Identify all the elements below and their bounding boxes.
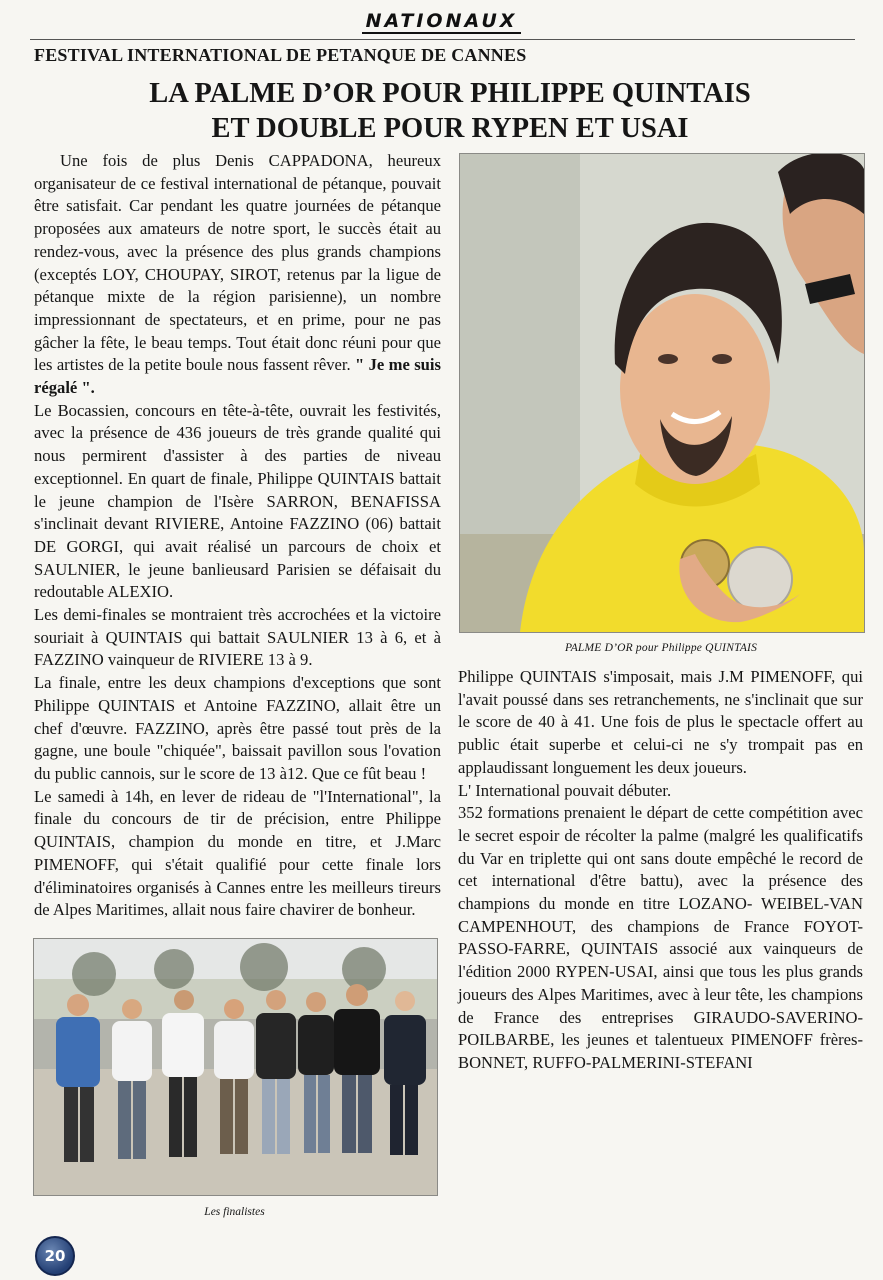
paragraph-international-start: L' International pouvait débuter. — [458, 780, 672, 800]
header-divider — [30, 39, 855, 40]
paragraph-shooting-final-continued: Philippe QUINTAIS s'imposait, mais J.M PIMENOFF, qui l'avait poussé dans ses retranchements, ne s'inclinait que sur le score de 40 à 41. Une fois de plus le spectacle offert au public était superbe et celui-ci ne s'y trompait pas en applaudissant longuement les deux joueurs. — [458, 667, 863, 777]
article-kicker: FESTIVAL INTERNATIONAL DE PETANQUE DE CANNES — [34, 45, 527, 65]
paragraph-intro: Une fois de plus Denis CAPPADONA, heureux organisateur de ce festival international de pétanque, pouvait être satisfait. Car pendant les quatre journées de pétanque proposées aux amateurs de notre sport, le succès était au rendez-vous, avec la présence des plus grands champions (exceptés LOY, CHOUPAY, SIROT, retenus par la ligue de pétanque mixte de la région parisienne), un nombre impressionnant de spectateurs, et en prime, pour ne pas gâcher la fête, le beau temps. Tout était donc réuni pour que les artistes de la petite boule nous fassent rêver. " Je me suis régalé ". — [34, 151, 441, 398]
paragraph-semifinals: Les demi-finales se montraient très accrochées et la victoire souriait à QUINTAIS qui battait SAULNIER 13 à 6, et à FAZZINO vainqueur de RIVIERE 13 à 9. — [34, 605, 441, 670]
headline-line-1: LA PALME D’OR POUR PHILIPPE QUINTAIS — [149, 78, 751, 109]
paragraph-final: La finale, entre les deux champions d'exceptions que sont Philippe QUINTAIS et Antoine FAZZINO, allait être un chef d'œuvre. FAZZINO, après être passé tout près de la gagne, une boule "chiquée", baissait pavillon sous l'ovation du public cannois, sur le score de 13 à12. Que ce fût beau ! — [34, 673, 441, 783]
paragraph-shooting-final: Le samedi à 14h, en lever de rideau de "l'International", la finale du concours de tir de précision, entre Philippe QUINTAIS, champion du monde en titre, et J.Marc PIMENOFF, qui s'était qualifié pour cette finale lors d'éliminatoires organisés à Cannes entre les meilleurs tireurs de Alpes Maritimes, allait nous faire chavirer de bonheur. — [34, 786, 441, 920]
winner-photo-illustration — [460, 154, 864, 632]
headline-line-2: ET DOUBLE POUR RYPEN ET USAI — [211, 113, 689, 144]
article-headline — [40, 76, 860, 146]
article-column-left — [34, 150, 441, 922]
paragraph-bocassien: Le Bocassien, concours en tête-à-tête, ouvrait les festivités, avec la présence de 436 joueurs de très grande qualité qui nous permirent d'assister à des parties de niveau exceptionnel. En quart de finale, Philippe QUINTAIS battait le jeune champion de l'Isère SARRON, BENAFISSA s'inclinait devant RIVIERE, Antoine FAZZINO (06) battait DE GORGI, qui avait réalisé un parcours de choix et SAULNIER, le jeune banlieusard Parisien se défaisait du redoutable ALEXIO. — [34, 400, 441, 602]
section-label-text: NATIONAUX — [362, 10, 522, 34]
page-number-badge: 20 — [35, 1236, 75, 1276]
finalists-photo-illustration — [34, 939, 437, 1195]
paragraph-international: 352 formations prenaient le départ de cette compétition avec le secret espoir de récolter la palme (malgré les qualificatifs du Var en triplette qui ont sans doute empêché le record de cet international d'être battu), avec la présence des champions du monde en titre LOZANO- WEIBEL-VAN CAMPENHOUT, des champions de France FOYOT-PASSO-FARRE, QUINTAIS associé aux vainqueurs de l'édition 2000 RYPEN-USAI, ainsi que tous les plus grands joueurs des Alpes Maritimes, avec à leur tête, les champions de France des entreprises GIRAUDO-SAVERINO-POILBARBE, les jeunes et talentueux PIMENOFF frères-BONNET, RUFFO-PALMERINI-STEFANI — [458, 803, 863, 1072]
winner-photo — [459, 153, 865, 633]
finalists-photo-caption: Les finalistes — [204, 1206, 265, 1218]
finalists-photo — [33, 938, 438, 1196]
quote-text: " Je me suis régalé ". — [34, 355, 441, 398]
section-label — [0, 10, 883, 32]
article-column-right — [458, 666, 863, 1075]
winner-photo-caption: PALME D’OR pour Philippe QUINTAIS — [564, 642, 758, 654]
